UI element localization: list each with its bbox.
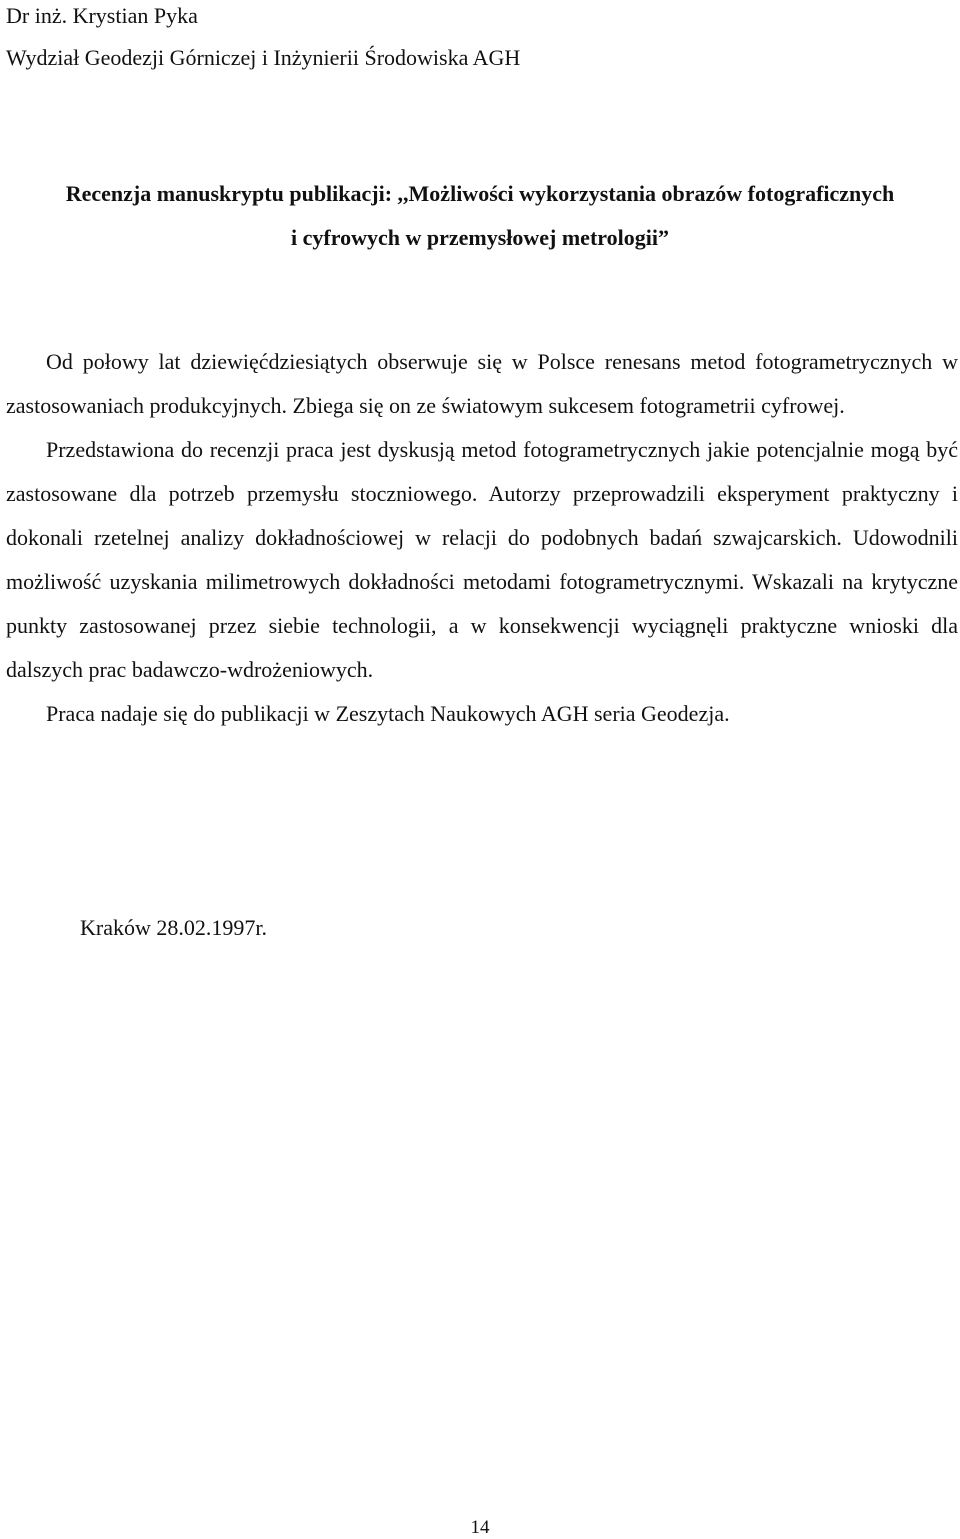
paragraph-2: Przedstawiona do recenzji praca jest dyskusją metod fotogrametrycznych jakie potencjalnie mogą być zastosowane dla potrzeb przemysłu stoczniowego. Autorzy przeprowadzili eksperyment praktyczny i dokonali rzetelnej analizy dokładnościowej w relacji do podobnych badań szwajcarskich. Udowodnili możliwość uzyskania milimetrowych dokładności metodami fotogrametrycznymi. Wskazali na krytyczne punkty zastosowanej przez siebie technologii, a w konsekwencji wyciągnęli praktyczne wnioski dla dalszych prac badawczo-wdrożeniowych. [6, 437, 958, 682]
author-affiliation: Wydział Geodezji Górniczej i Inżynierii Środowiska AGH [6, 45, 521, 70]
review-body [6, 340, 958, 736]
paragraph-3: Praca nadaje się do publikacji w Zeszytach Naukowych AGH seria Geodezja. [46, 701, 730, 726]
author-name: Dr inż. Krystian Pyka [6, 3, 198, 28]
review-title-line-2: i cyfrowych w przemysłowej metrologii” [291, 225, 669, 250]
place-and-date: Kraków 28.02.1997r. [80, 915, 267, 940]
review-title-line-1: Recenzja manuskryptu publikacji: ,,Możliwości wykorzystania obrazów fotograficznych [65, 181, 895, 206]
paragraph-1: Od połowy lat dziewięćdziesiątych obserwuje się w Polsce renesans metod fotogrametrycznych w zastosowaniach produkcyjnych. Zbiega się on ze światowym sukcesem fotogrametrii cyfrowej. [6, 349, 958, 418]
page-number: 14 [470, 1517, 490, 1538]
review-title [0, 172, 960, 260]
